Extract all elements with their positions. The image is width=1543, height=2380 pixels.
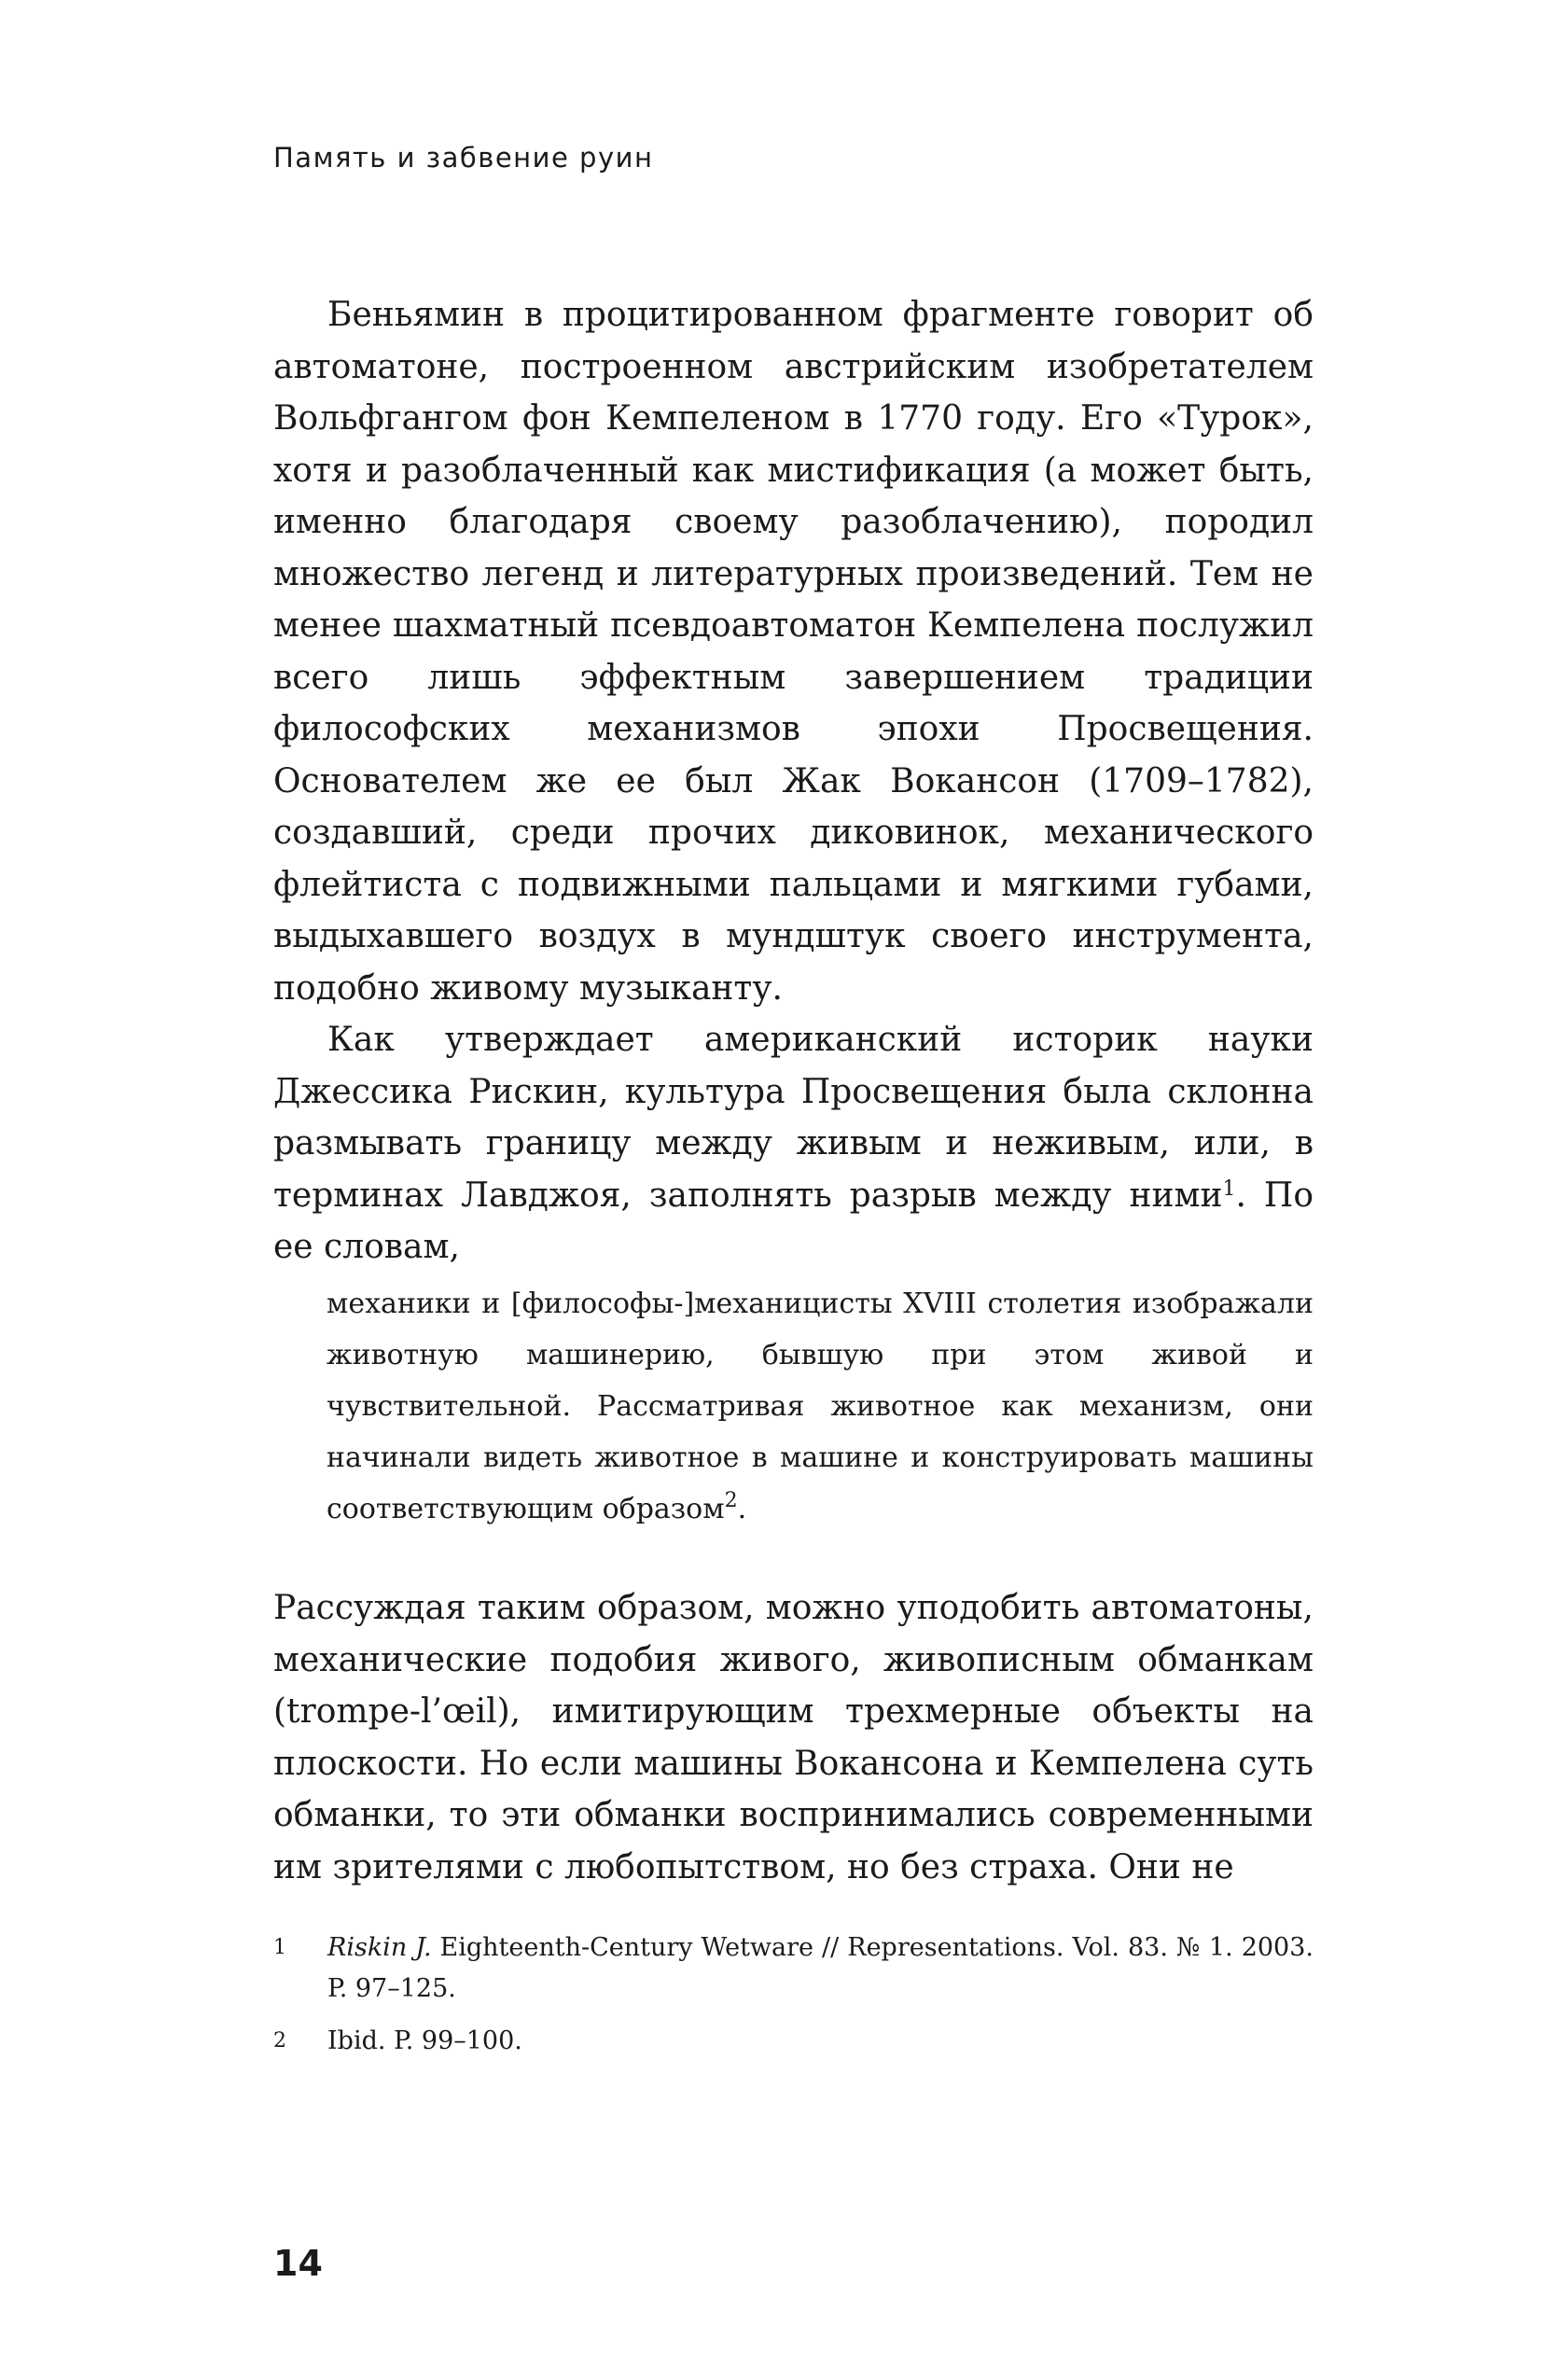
footnote-2 <box>273 2021 1314 2062</box>
paragraph-2 <box>273 1014 1314 1274</box>
paragraph-2-end: . По ее словам, <box>273 1176 1314 1266</box>
footnote-2-text: Ibid. P. 99–100. <box>327 2026 522 2055</box>
footnote-2-number: 2 <box>273 2029 286 2053</box>
footnote-ref-2: 2 <box>724 1489 738 1512</box>
block-quote-end: . <box>737 1493 747 1525</box>
paragraph-3: Рассуждая таким образом, можно уподобить автоматоны, механические подобия живого, живописным обманкам (trompe-l’œil), имитирующим трехмерные объекты на плоскости. Но если машины Вокансона и Кемпелена суть обманки, то эти обманки воспринимались современными им зрителями с любопытством, но без страха. Они не <box>273 1589 1314 1886</box>
body-text-top <box>273 289 1314 1274</box>
running-head: Память и забвение руин <box>273 142 654 174</box>
footnote-ref-1: 1 <box>1222 1176 1236 1201</box>
body-text-bottom <box>273 1582 1314 1893</box>
footnote-1-number: 1 <box>273 1936 286 1959</box>
footnote-1-text: Eighteenth-Century Wetware // Representations. Vol. 83. № 1. 2003. P. 97–125. <box>327 1933 1314 2003</box>
paragraph-1: Беньямин в процитированном фрагменте говорит об автоматоне, построенном австрийским изобретателем Вольфгангом фон Кемпеленом в 1770 году. Его «Турок», хотя и разоблаченный как мистификация (а может быть, именно благодаря своему разоблачению), породил множество легенд и литературных произведений. Тем не менее шахматный псевдоавтоматон Кемпелена послужил всего лишь эффектным завершением традиции философских механизмов эпохи Просвещения. Основателем же ее был Жак Вокансон (1709–1782), создавший, среди прочих диковинок, механического флейтиста с подвижными пальцами и мягкими губами, выдыхавшего воздух в мундштук своего инструмента, подобно живому музыканту. <box>273 296 1314 1008</box>
footnote-1-author: Riskin J. <box>327 1933 432 1962</box>
footnotes <box>273 1928 1314 2073</box>
block-quote <box>327 1278 1314 1535</box>
page-number: 14 <box>273 2243 323 2284</box>
paragraph-2-text: Как утверждает американский историк науки Джессика Рискин, культура Просвещения была склонна размывать границу между живым и неживым, или, в терминах Лавджоя, заполнять разрыв между ними <box>273 1021 1314 1215</box>
block-quote-text: механики и [философы-]механицисты XVIII столетия изображали животную машинерию, бывшую при этом живой и чувствительной. Рассматривая животное как механизм, они начинали видеть животное в машине и конструировать машины соответствующим образом <box>327 1287 1314 1525</box>
footnote-1 <box>273 1928 1314 2010</box>
